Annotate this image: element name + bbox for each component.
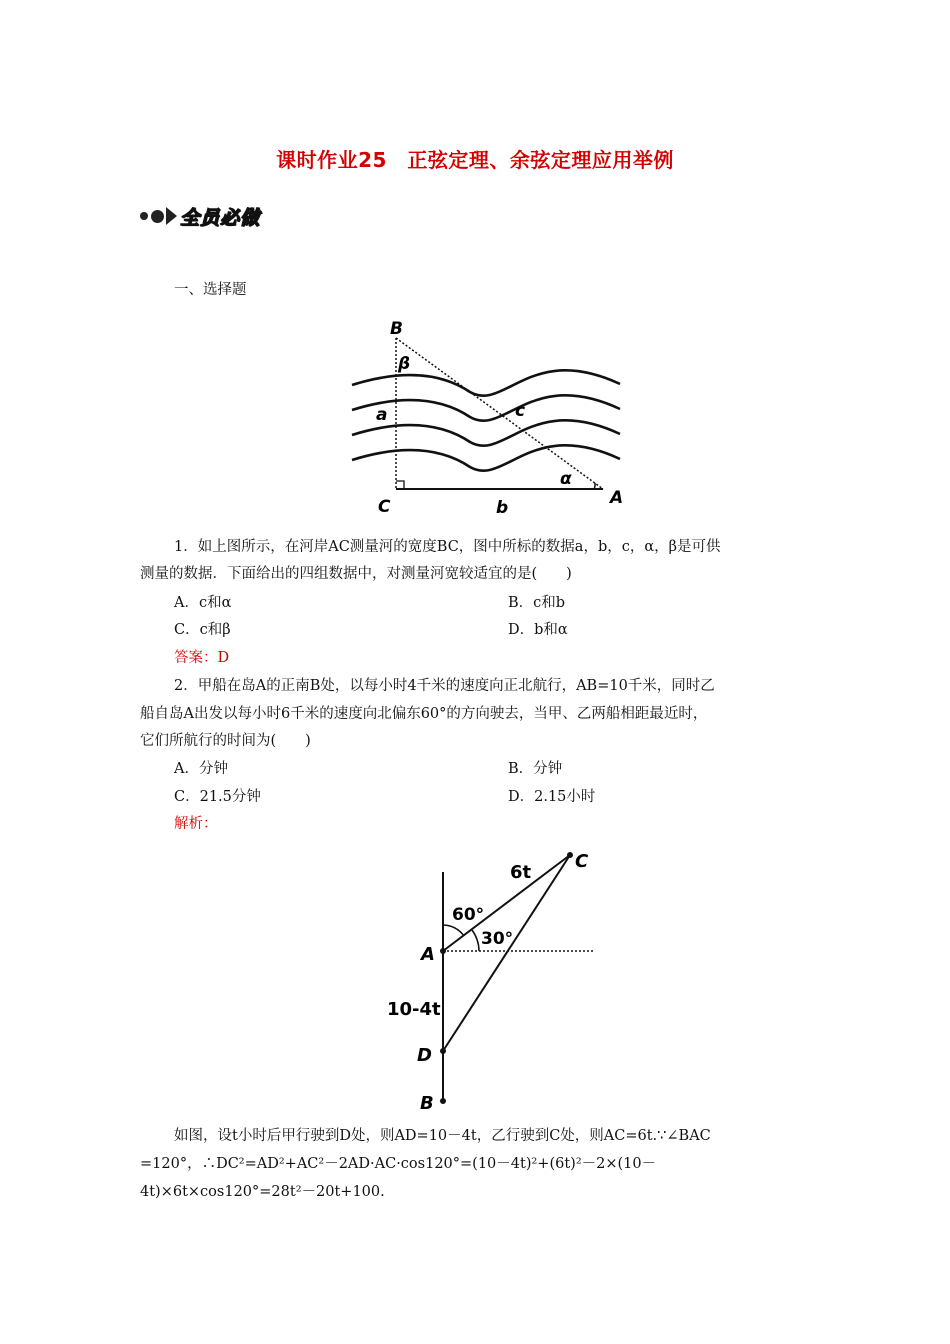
q2-option-a: A．分钟 [174, 761, 228, 777]
label-c: c [515, 401, 526, 421]
label-alpha: α [560, 469, 572, 489]
alpha-arc [594, 483, 595, 489]
label-beta: β [398, 354, 411, 374]
q2-stem-line3: 它们所航行的时间为( ) [140, 733, 311, 749]
label-C2: C [575, 851, 589, 872]
label-C: C [378, 497, 391, 517]
label-A2: A [421, 944, 435, 965]
q2-option-b: B．分钟 [508, 761, 563, 777]
q1-stem-line1: 1．如上图所示，在河岸AC测量河的宽度BC，图中所标的数据a，b，c，α，β是可供 [174, 539, 721, 555]
q1-option-b: B．c和b [508, 595, 566, 611]
point-C [567, 852, 573, 858]
q2-option-d: D．2.15小时 [508, 789, 596, 805]
q1-option-d: D．b和α [508, 622, 568, 638]
solution-line1: 如图，设t小时后甲行驶到D处，则AD=10－4t，乙行驶到C处，则AC=6t.∵∠BAC [174, 1128, 711, 1144]
river-waves [352, 370, 620, 470]
point-B [440, 1098, 446, 1104]
right-angle-mark [396, 481, 404, 489]
label-B2: B [420, 1093, 434, 1114]
label-B: B [390, 319, 403, 339]
q1-answer: 答案：D [174, 650, 230, 666]
angle-30-arc [472, 930, 479, 951]
banner-label: 全员必做 [180, 206, 261, 229]
q2-stem-line2: 船自岛A出发以每小时6千米的速度向北偏东60°的方向驶去，当甲、乙两船相距最近时， [140, 706, 708, 722]
large-dot-icon [151, 210, 164, 223]
section-banner [140, 203, 260, 229]
label-6t: 6t [510, 862, 532, 883]
q2-stem-line1: 2．甲船在岛A的正南B处，以每小时4千米的速度向正北航行，AB=10千米，同时乙 [174, 678, 715, 694]
point-D [440, 1048, 446, 1054]
angle-60-arc [443, 925, 464, 936]
label-60: 60° [452, 905, 485, 925]
q1-option-c: C．c和β [174, 622, 231, 638]
point-A [440, 948, 446, 954]
label-A: A [610, 488, 624, 508]
q2-option-c: C．21.5分钟 [174, 789, 261, 805]
q1-stem-line2: 测量的数据．下面给出的四组数据中，对测量河宽较适宜的是( ) [140, 566, 572, 582]
label-30: 30° [481, 929, 514, 949]
q1-option-a: A．c和α [174, 595, 232, 611]
label-a: a [376, 405, 388, 425]
label-10-4t: 10-4t [387, 999, 441, 1020]
page-title: 课时作业25 正弦定理、余弦定理应用举例 [276, 148, 674, 172]
arrow-icon [166, 207, 177, 225]
small-dot-icon [140, 212, 148, 220]
line-DC [443, 855, 570, 1051]
river-figure [340, 312, 640, 522]
section-heading: 一、选择题 [174, 282, 247, 298]
solution-line2: =120°，∴DC²=AD²+AC²－2AD·AC·cos120°=(10－4t)²+(6t)²－2×(10－ [140, 1156, 657, 1172]
navigation-figure [380, 840, 620, 1120]
solution-line3: 4t)×6t×cos120°=28t²－20t+100. [140, 1184, 385, 1200]
label-D: D [417, 1045, 432, 1066]
label-b: b [496, 498, 509, 518]
q2-analysis-label: 解析： [174, 816, 218, 832]
